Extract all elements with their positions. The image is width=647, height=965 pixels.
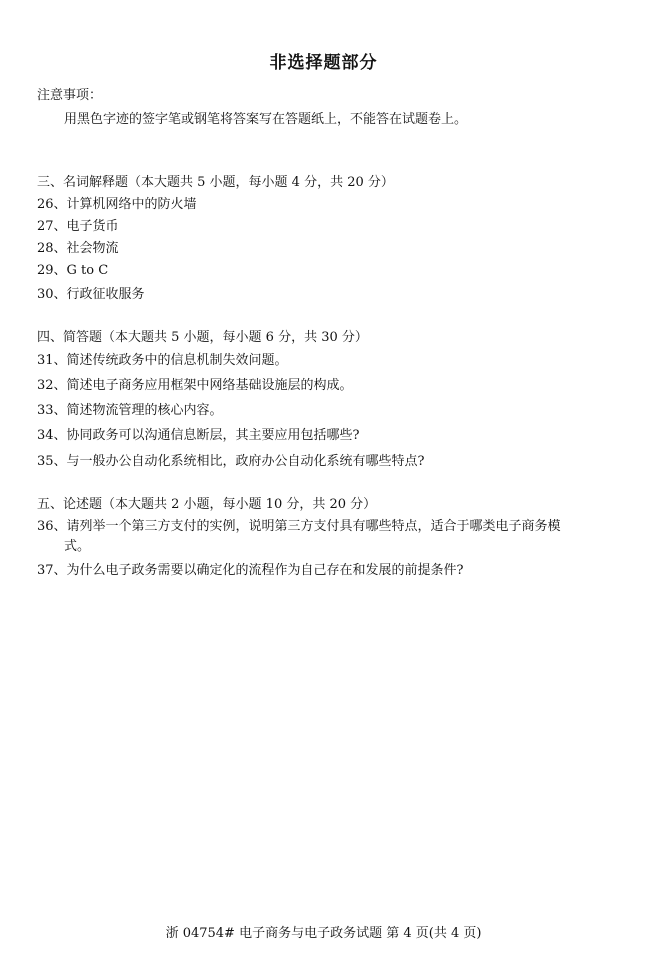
question-26: 26、计算机网络中的防火墙 bbox=[37, 197, 197, 212]
question-28: 28、社会物流 bbox=[37, 241, 119, 256]
section-5-heading: 五、论述题（本大题共 2 小题，每小题 10 分，共 20 分） bbox=[37, 497, 377, 512]
page-title: 非选择题部分 bbox=[269, 53, 378, 73]
question-30: 30、行政征收服务 bbox=[37, 287, 145, 302]
notes-body: 用黑色字迹的签字笔或钢笔将答案写在答题纸上，不能答在试题卷上。 bbox=[64, 112, 468, 127]
question-29: 29、G to C bbox=[37, 263, 109, 278]
question-36-continuation: 式。 bbox=[64, 539, 91, 554]
question-34: 34、协同政务可以沟通信息断层，其主要应用包括哪些? bbox=[37, 428, 360, 443]
question-33: 33、简述物流管理的核心内容。 bbox=[37, 403, 223, 418]
question-35: 35、与一般办公自动化系统相比，政府办公自动化系统有哪些特点? bbox=[37, 454, 425, 469]
section-4-heading: 四、简答题（本大题共 5 小题，每小题 6 分，共 30 分） bbox=[37, 330, 368, 345]
question-36: 36、请列举一个第三方支付的实例，说明第三方支付具有哪些特点，适合于哪类电子商务模 bbox=[37, 519, 561, 534]
page-footer: 浙 04754# 电子商务与电子政务试题 第 4 页(共 4 页) bbox=[165, 926, 482, 941]
question-32: 32、简述电子商务应用框架中网络基础设施层的构成。 bbox=[37, 378, 353, 393]
notes-heading: 注意事项： bbox=[37, 88, 103, 103]
question-27: 27、电子货币 bbox=[37, 219, 119, 234]
question-31: 31、简述传统政务中的信息机制失效问题。 bbox=[37, 353, 288, 368]
question-37: 37、为什么电子政务需要以确定化的流程作为自己存在和发展的前提条件? bbox=[37, 563, 464, 578]
section-3-heading: 三、名词解释题（本大题共 5 小题，每小题 4 分，共 20 分） bbox=[37, 175, 394, 190]
